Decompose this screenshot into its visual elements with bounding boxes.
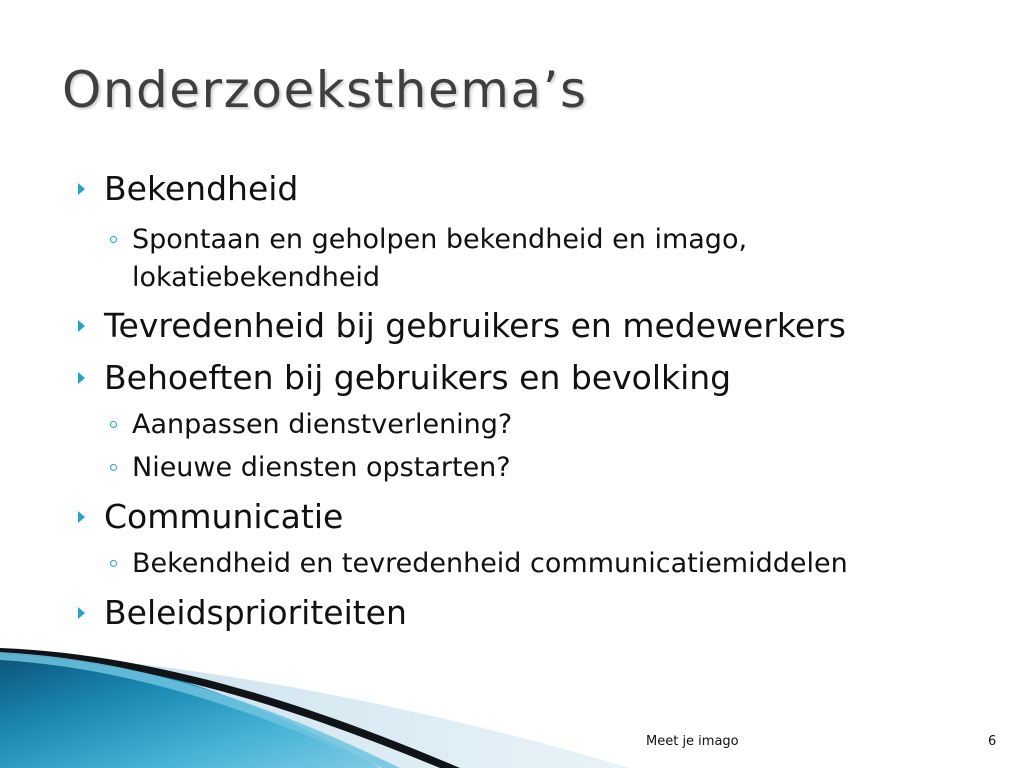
bullet-item: Behoeften bij gebruikers en bevolking xyxy=(104,358,732,397)
page-number: 6 xyxy=(988,734,997,749)
sub-bullet-item: Aanpassen dienstverlening? xyxy=(132,409,513,440)
sub-bullet-item: Nieuwe diensten opstarten? xyxy=(132,452,511,483)
bullet-item: Bekendheid xyxy=(104,169,299,208)
bullet-item: Communicatie xyxy=(104,497,344,536)
footer-text: Meet je imago xyxy=(646,734,739,749)
sub-bullet-item: Spontaan en geholpen bekendheid en imago, xyxy=(132,224,748,255)
bullet-item: Tevredenheid bij gebruikers en medewerkers xyxy=(104,306,846,345)
bullet-item: Beleidsprioriteiten xyxy=(104,593,407,632)
sub-bullet-item: Bekendheid en tevredenheid communicatiemiddelen xyxy=(132,548,848,579)
slide-title: Onderzoeksthema’s xyxy=(62,61,588,119)
sub-bullet-item-continuation: lokatiebekendheid xyxy=(132,262,381,293)
